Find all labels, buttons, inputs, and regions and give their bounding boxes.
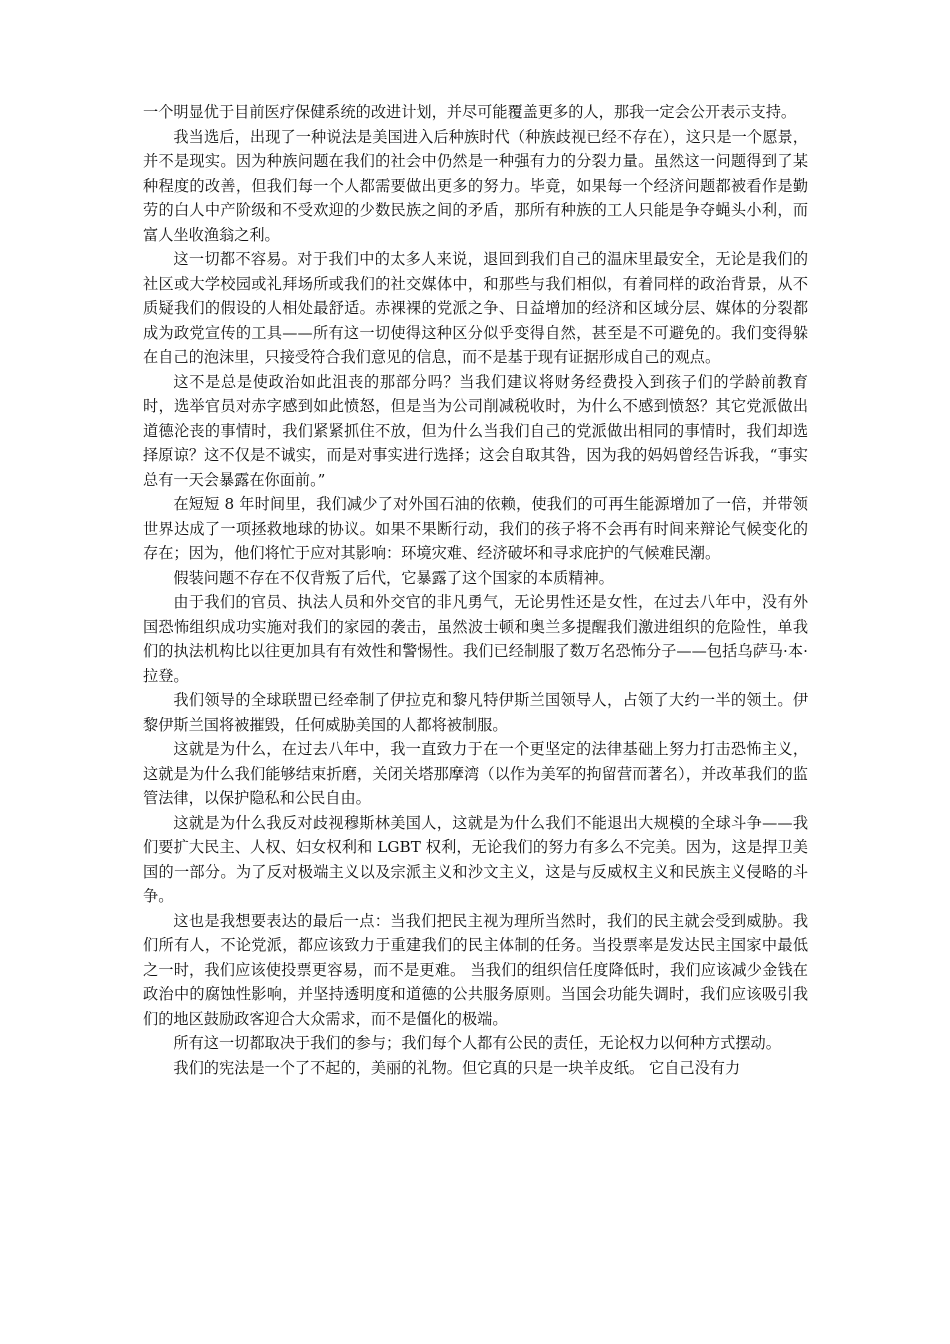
paragraph: 我当选后，出现了一种说法是美国进入后种族时代（种族歧视已经不存在），这只是一个愿景，并不是现实。因为种族问题在我们的社会中仍然是一种强有力的分裂力量。虽然这一问题得到了某种程度的改善，但我们每一个人都需要做出更多的努力。毕竟，如果每一个经济问题都被看作是勤劳的白人中产阶级和不受欢迎的少数民族之间的矛盾，那所有种族的工人只能是争夺蝇头小利，而富人坐收渔翁之利。 <box>143 127 808 244</box>
paragraph: 由于我们的官员、执法人员和外交官的非凡勇气，无论男性还是女性，在过去八年中，没有外国恐怖组织成功实施对我们的家园的袭击，虽然波士顿和奥兰多提醒我们激进组织的危险性，单我们的执法机构比以往更加具有有效性和警惕性。我们已经制服了数万名恐怖分子——包括乌萨马·本·拉登。 <box>143 593 808 685</box>
paragraph: 这就是为什么，在过去八年中，我一直致力于在一个更坚定的法律基础上努力打击恐怖主义，这就是为什么我们能够结束折磨，关闭关塔那摩湾（以作为美军的拘留营而著名），并改革我们的监管法律，以保护隐私和公民自由。 <box>143 740 808 807</box>
paragraph: 这不是总是使政治如此沮丧的那部分吗？当我们建议将财务经费投入到孩子们的学龄前教育时，选举官员对赤字感到如此愤怒，但是当为公司削减税收时，为什么不感到愤怒？其它党派做出道德沦丧的事情时，我们紧紧抓住不放，但为什么当我们自己的党派做出相同的事情时，我们却选择原谅？这不仅是不诚实，而是对事实进行选择；这会自取其咎，因为我的妈妈曾经告诉我，“事实总有一天会暴露在你面前。” <box>143 372 808 489</box>
document-page <box>143 100 808 1080</box>
paragraph: 在短短 8 年时间里，我们减少了对外国石油的依赖，使我们的可再生能源增加了一倍，并带领世界达成了一项拯救地球的协议。如果不果断行动，我们的孩子将不会再有时间来辩论气候变化的存在；因为，他们将忙于应对其影响：环境灾难、经济破坏和寻求庇护的气候难民潮。 <box>143 495 808 562</box>
paragraph: 假装问题不存在不仅背叛了后代，它暴露了这个国家的本质精神。 <box>173 568 614 587</box>
paragraph: 这也是我想要表达的最后一点：当我们把民主视为理所当然时，我们的民主就会受到威胁。我们所有人，不论党派，都应该致力于重建我们的民主体制的任务。当投票率是发达民主国家中最低之一时，我们应该使投票更容易，而不是更难。 当我们的组织信任度降低时，我们应该减少金钱在政治中的腐蚀性影响，并坚持透明度和道德的公共服务原则。当国会功能失调时，我们应该吸引我们的地区鼓励政客迎合大众需求，而不是僵化的极端。 <box>143 911 808 1028</box>
paragraph: 我们领导的全球联盟已经牵制了伊拉克和黎凡特伊斯兰国领导人，占领了大约一半的领土。伊黎伊斯兰国将被摧毁，任何威胁美国的人都将被制服。 <box>143 691 808 734</box>
paragraph: 一个明显优于目前医疗保健系统的改进计划，并尽可能覆盖更多的人，那我一定会公开表示支持。 <box>143 103 797 121</box>
paragraph: 这一切都不容易。对于我们中的太多人来说，退回到我们自己的温床里最安全，无论是我们的社区或大学校园或礼拜场所或我们的社交媒体中，和那些与我们相似，有着同样的政治背景，从不质疑我们的假设的人相处最舒适。赤裸裸的党派之争、日益增加的经济和区域分层、媒体的分裂都成为政党宣传的工具——所有这一切使得这种区分似乎变得自然，甚至是不可避免的。我们变得躲在自己的泡沫里，只接受符合我们意见的信息，而不是基于现有证据形成自己的观点。 <box>143 250 808 366</box>
paragraph: 所有这一切都取决于我们的参与；我们每个人都有公民的责任，无论权力以何种方式摆动。 <box>173 1034 781 1052</box>
paragraph: 这就是为什么我反对歧视穆斯林美国人，这就是为什么我们不能退出大规模的全球斗争——我们要扩大民主、人权、妇女权利和 LGBT 权利，无论我们的努力有多么不完美。因为，这是捍卫美国的一部分。为了反对极端主义以及宗派主义和沙文主义，这是与反威权主义和民族主义侵略的斗争。 <box>143 813 808 905</box>
paragraph: 我们的宪法是一个了不起的，美丽的礼物。但它真的只是一块羊皮纸。 它自己没有力 <box>173 1058 741 1077</box>
